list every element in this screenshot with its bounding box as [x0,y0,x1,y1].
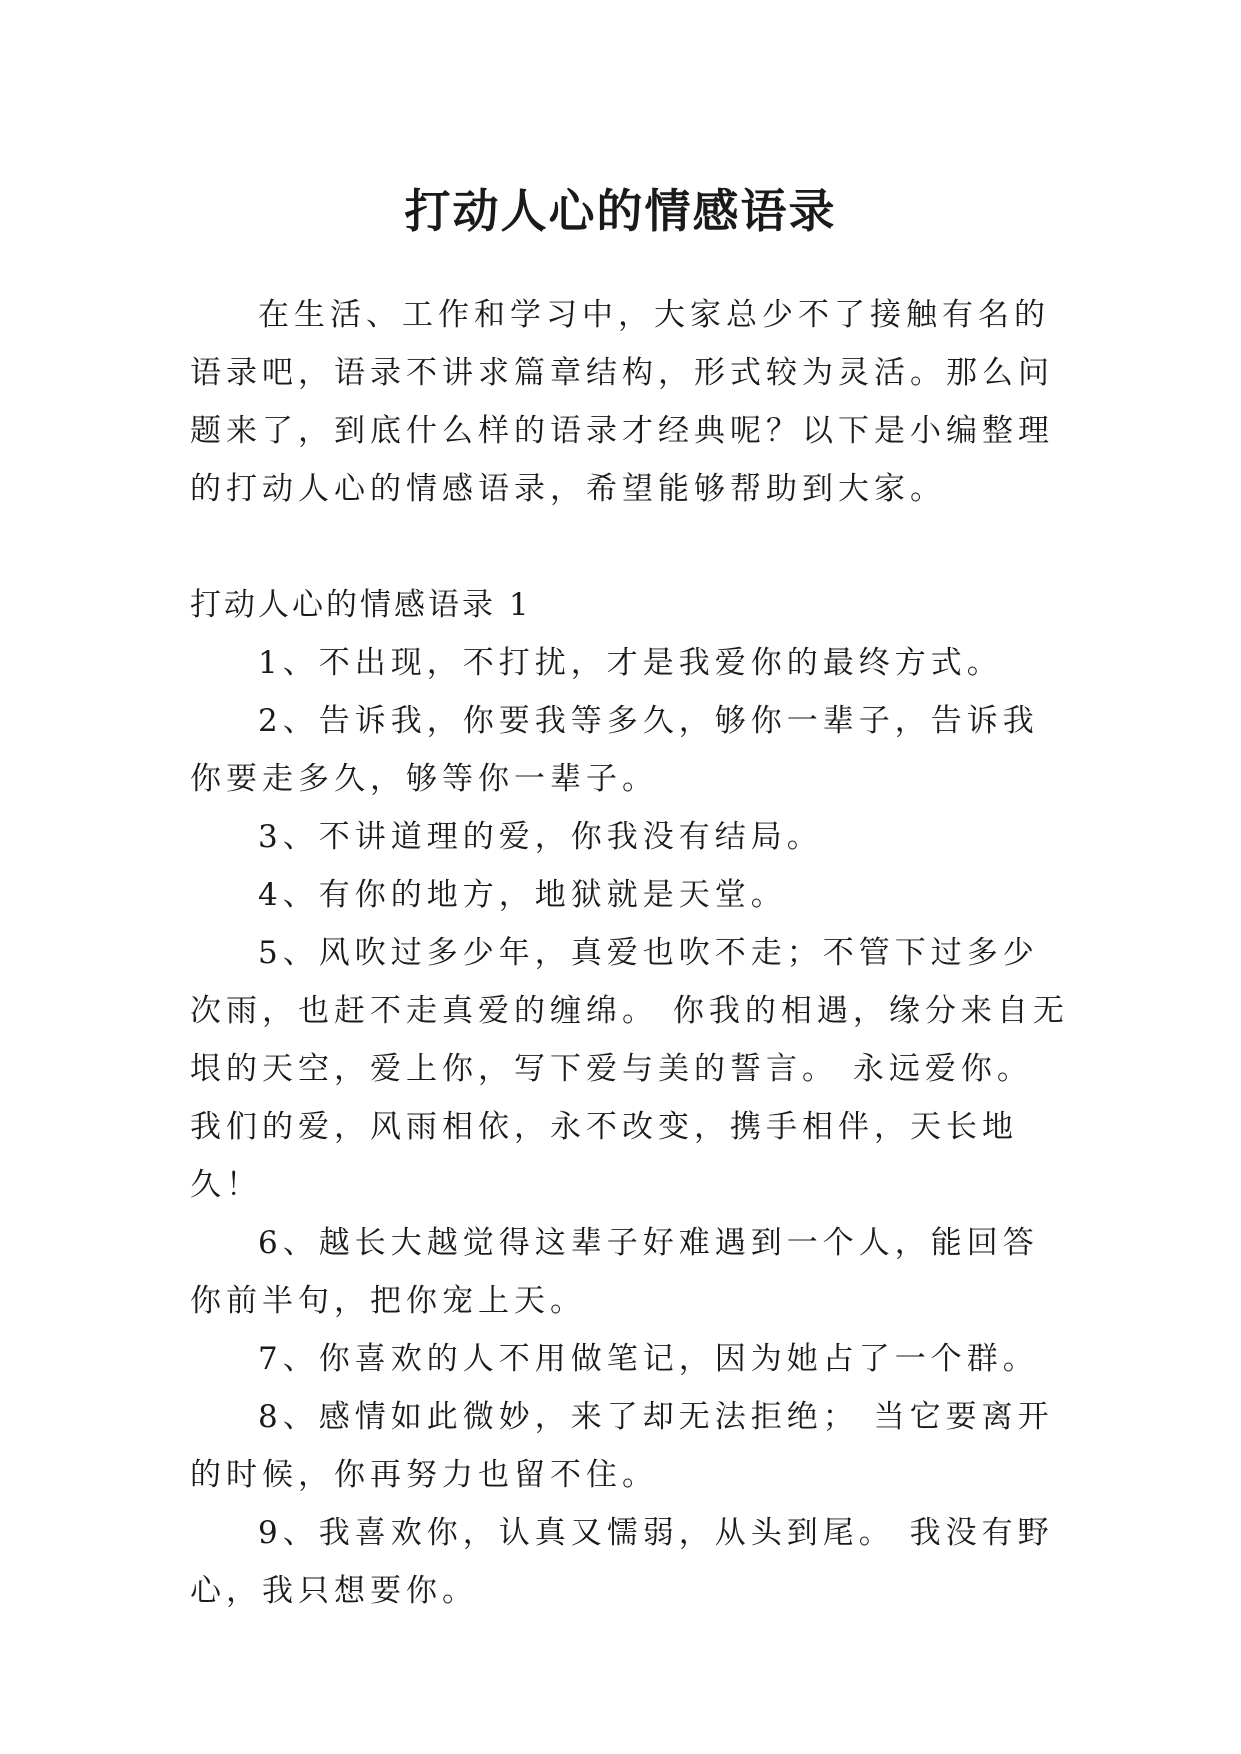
quote-item-9: 9、我喜欢你，认真又懦弱，从头到尾。 我没有野心，我只想要你。 [190,1515,1054,1609]
quote-item-2: 2、告诉我，你要我等多久，够你一辈子，告诉我你要走多久，够等你一辈子。 [190,703,1039,797]
section-heading: 打动人心的情感语录 1 [190,587,532,623]
quote-item-1: 1、不出现，不打扰，才是我爱你的最终方式。 [258,645,1003,681]
quote-item-5: 5、风吹过多少年，真爱也吹不走；不管下过多少次雨，也赶不走真爱的缠绵。 你我的相遇，缘分来自无垠的天空，爱上你，写下爱与美的誓言。 永远爱你。 我们的爱，风雨相依，永不改变，携手相伴，天长地久！ [190,935,1069,1203]
intro-paragraph: 在生活、工作和学习中，大家总少不了接触有名的语录吧，语录不讲求篇章结构，形式较为灵活。那么问题来了，到底什么样的语录才经典呢？以下是小编整理的打动人心的情感语录，希望能够帮助到大家。 [190,297,1054,507]
document-title: 打动人心的情感语录 [404,183,837,238]
quote-item-4: 4、有你的地方，地狱就是天堂。 [258,877,787,913]
quote-list [190,634,1070,1620]
quote-item-8: 8、感情如此微妙，来了却无法拒绝； 当它要离开的时候，你再努力也留不住。 [190,1399,1054,1493]
quote-item-7: 7、你喜欢的人不用做笔记，因为她占了一个群。 [258,1341,1039,1377]
quote-item-6: 6、越长大越觉得这辈子好难遇到一个人，能回答你前半句，把你宠上天。 [190,1225,1039,1319]
quote-item-3: 3、不讲道理的爱，你我没有结局。 [258,819,823,855]
